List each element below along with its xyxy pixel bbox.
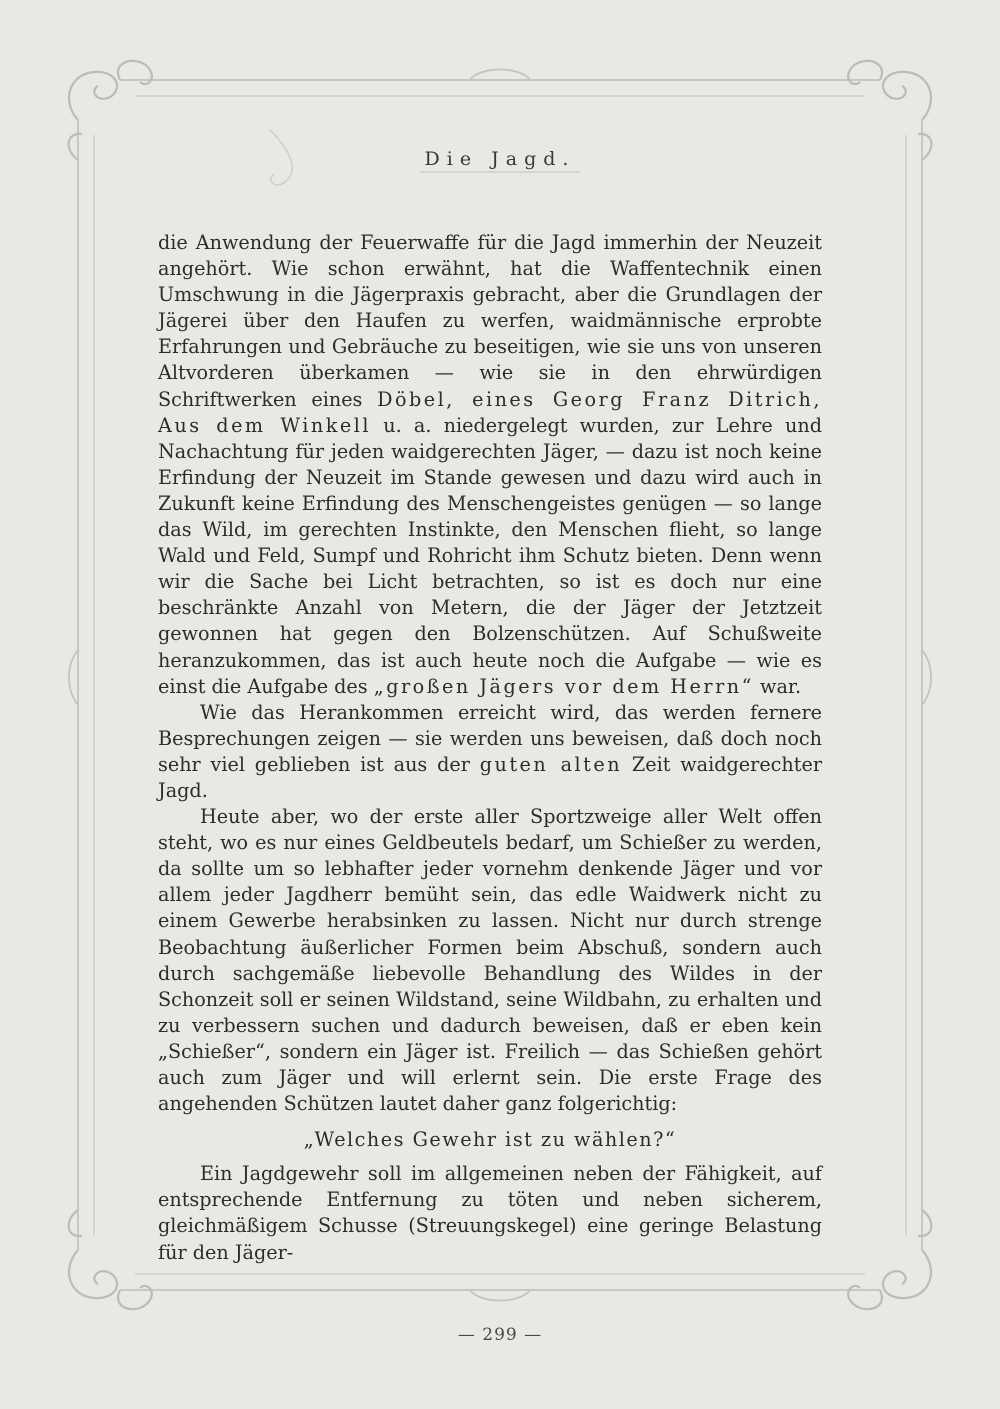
- paragraph-2-text: Wie das Herankommen erreicht wird, das werden fernere Besprechungen zeigen — sie werden uns beweisen, daß doch noch sehr viel geblieben ist aus der: [158, 700, 822, 776]
- paragraph-1-rest: u. a. niedergelegt wurden, zur Lehre und Nachachtung für jeden waidgerechten Jäger, — dazu ist noch keine Erfindung der Neuzeit im Stande gewesen und dazu wird auch in Zukunft keine Erfindung des Menschengeistes genügen — so lange das Wild, im gerechten Instinkte, den Menschen flieht, so lange Wald und Feld, Sumpf und Rohricht ihm Schutz bieten. Denn wenn wir die Sache bei Licht betrachten, so ist es doch nur eine beschränkte Anzahl von Metern, die der Jäger der Jetztzeit gewonnen hat gegen den Bolzenschützen. Auf Schußweite heranzukommen, das ist auch heute noch die Aufgabe — wie es einst die Aufgabe des: [158, 413, 822, 698]
- paragraph-1-end: war.: [760, 674, 802, 698]
- body-text: [158, 230, 822, 1266]
- paragraph-1-names: Döbel, eines Georg Franz Ditrich, Aus dem Winkell: [158, 387, 822, 437]
- paragraph-2: [158, 700, 822, 804]
- page-number: — 299 —: [457, 1325, 543, 1345]
- paragraph-1-quote: „großen Jägers vor dem Herrn“: [373, 674, 754, 698]
- section-heading: „Welches Gewehr ist zu wählen?“: [303, 1128, 677, 1152]
- paragraph-4: Ein Jagdgewehr soll im allgemeinen neben der Fähigkeit, auf entsprechende Entfernung zu töten und neben sicherem, gleichmäßigem Schusse (Streuungskegel) eine geringe Belastung für den Jäger-: [158, 1162, 822, 1264]
- paragraph-1-text: die Anwendung der Feuerwaffe für die Jagd immerhin der Neuzeit angehört. Wie schon erwähnt, hat die Waffentechnik einen Umschwung in die Jägerpraxis gebracht, aber die Grundlagen der Jägerei über den Haufen zu werfen, waidmännische erprobte Erfahrungen und Gebräuche zu beseitigen, wie sie uns von unseren Altvorderen überkamen — wie sie in den ehrwürdigen Schriftwerken eines: [158, 231, 822, 411]
- paragraph-3: Heute aber, wo der erste aller Sportzweige aller Welt offen steht, wo es nur eines Geldbeutels bedarf, um Schießer zu werden, da sollte um so lebhafter jeder vornehm denkende Jäger und vor allem jeder Jagdherr bemüht sein, das edle Waidwerk nicht zu einem Gewerbe herabsinken zu lassen. Nicht nur durch strenge Beobachtung äußerlicher Formen beim Abschuß, sondern auch durch sachgemäße liebevolle Behandlung des Wildes in der Schonzeit soll er seinen Wildstand, seine Wildbahn, zu erhalten und zu verbessern suchen und dadurch beweisen, daß er eben kein „Schießer“, sondern ein Jäger ist. Freilich — das Schießen gehört auch zum Jäger und will erlernt sein. Die erste Frage des angehenden Schützen lautet daher ganz folgerichtig:: [158, 805, 822, 1116]
- paragraph-2-spaced: guten alten: [479, 752, 623, 776]
- paragraph-1: [158, 230, 822, 700]
- running-head: Die Jagd.: [424, 148, 576, 170]
- paragraph-2-end: Zeit waidgerechter Jagd.: [158, 752, 823, 802]
